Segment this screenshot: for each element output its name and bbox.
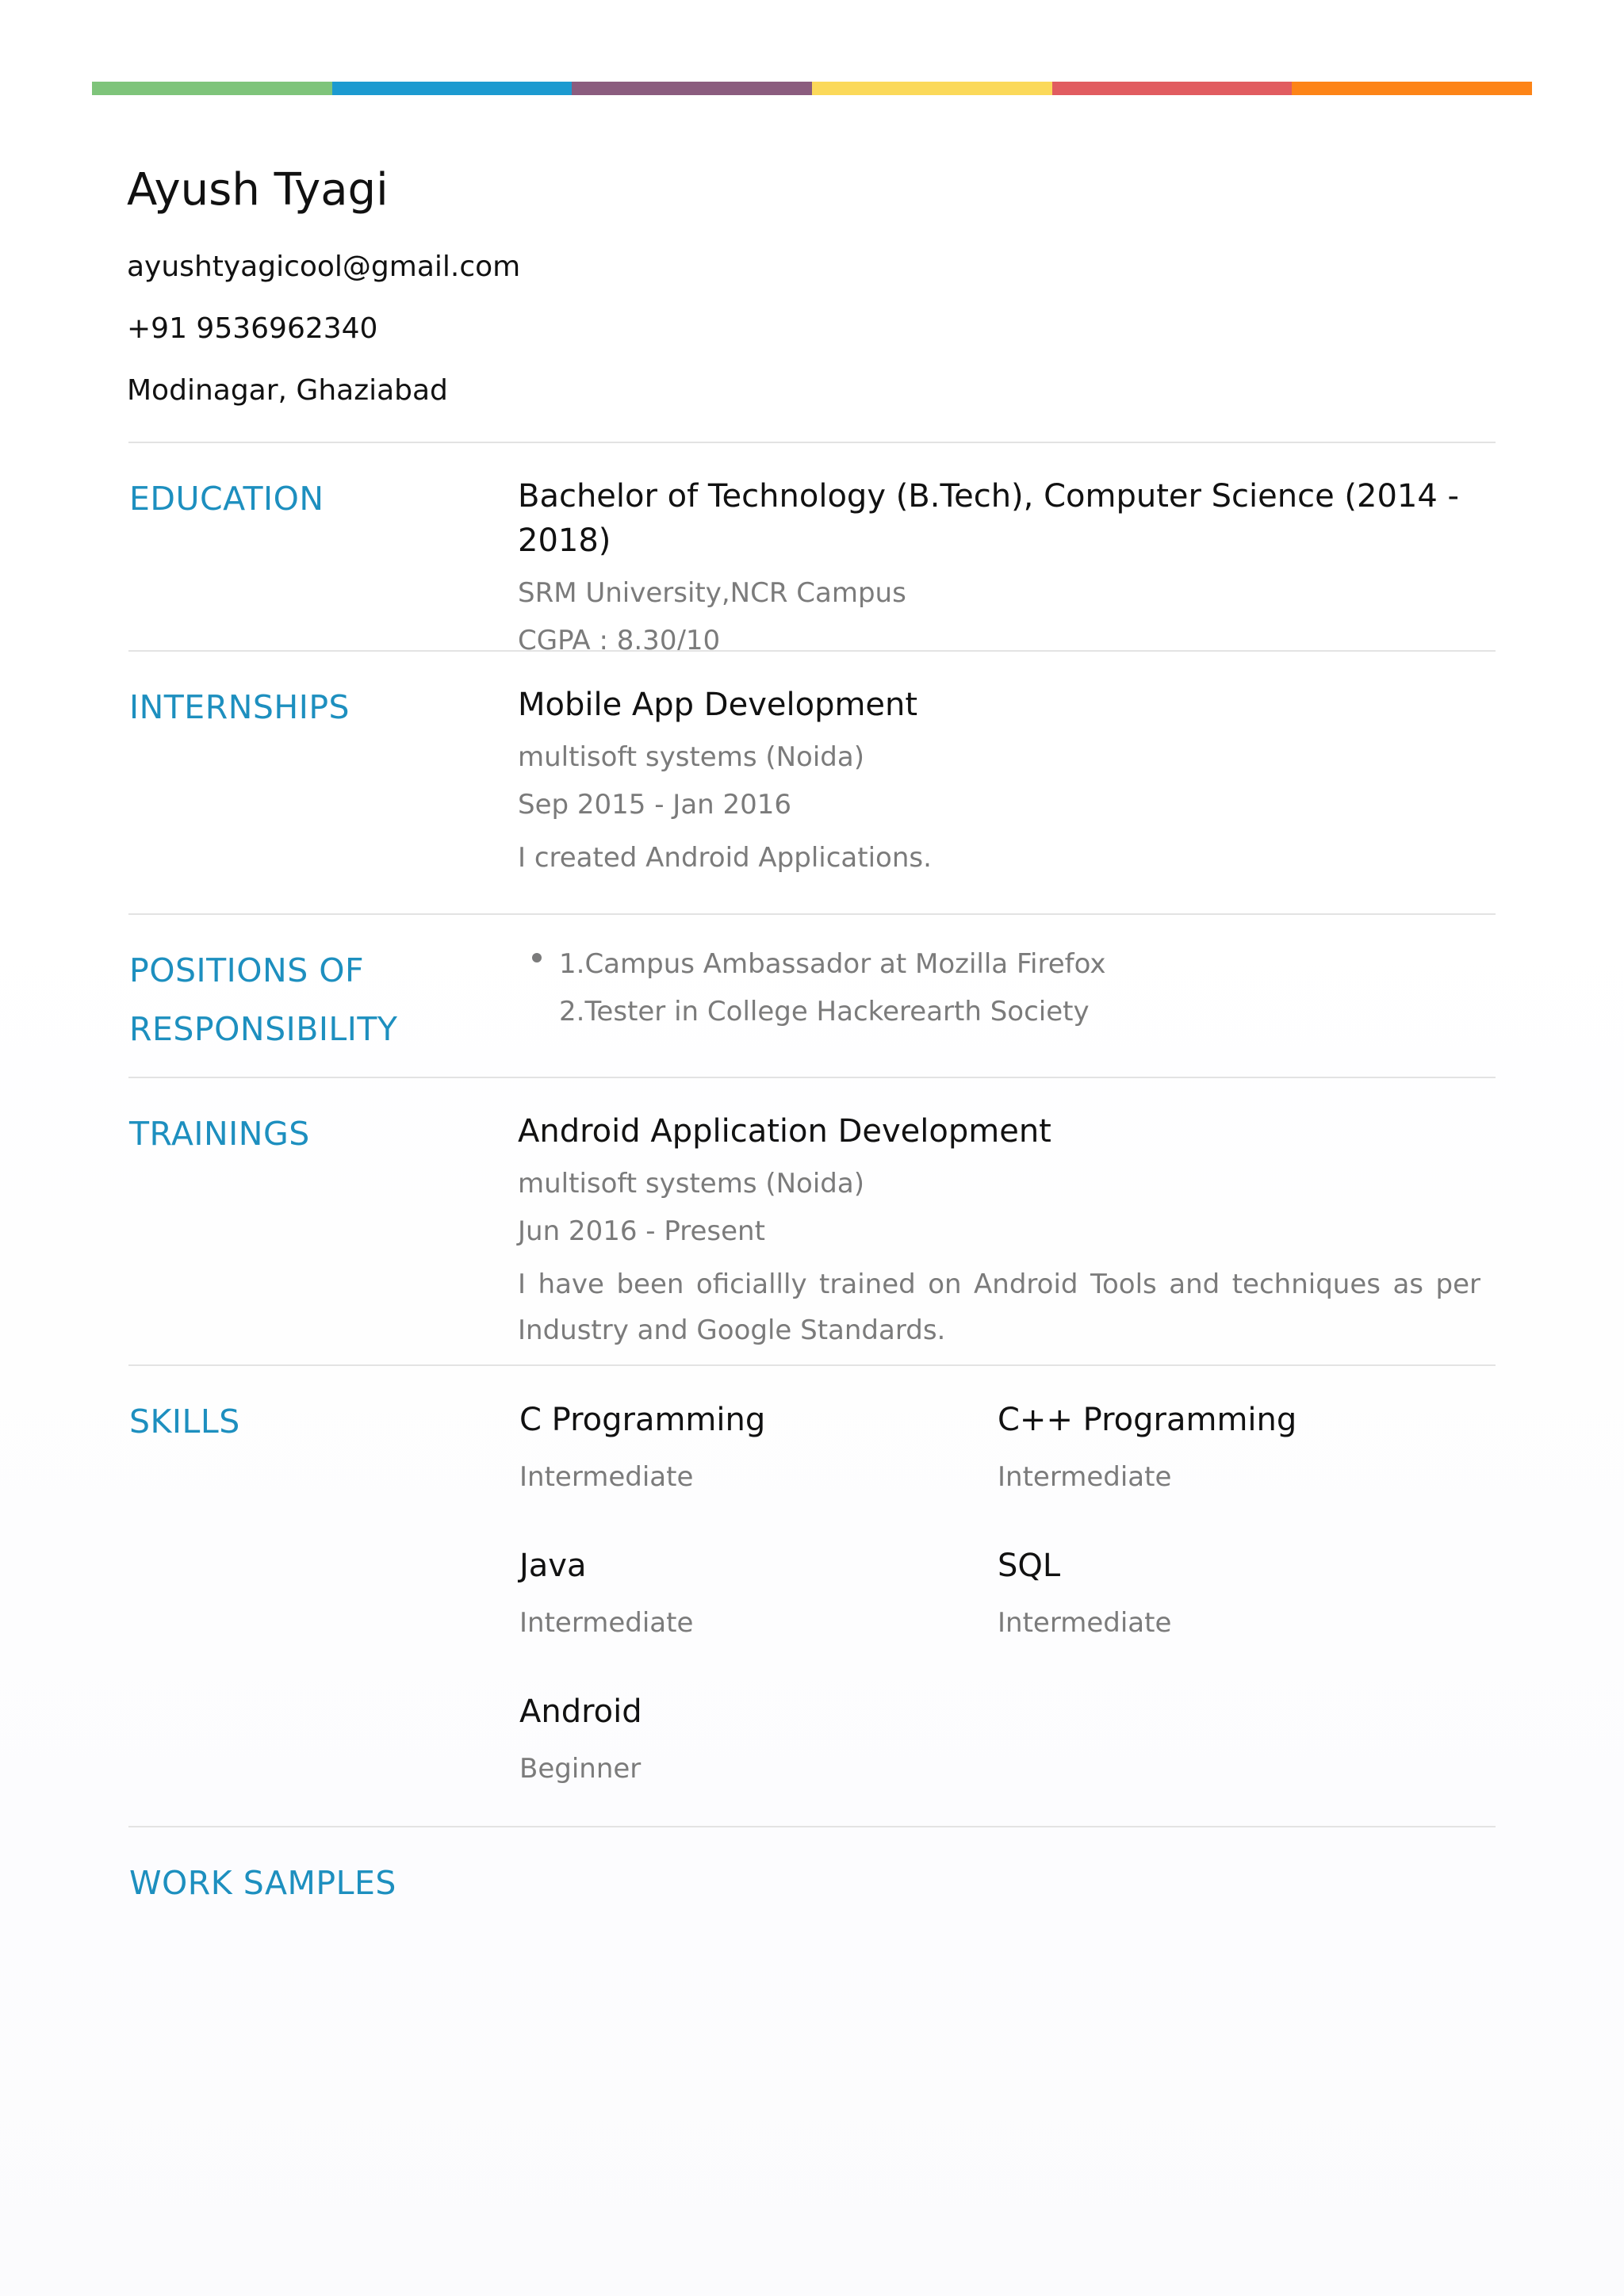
section-divider <box>128 1364 1496 1366</box>
color-bar-segment-orange <box>1292 82 1532 95</box>
internship-period: Sep 2015 - Jan 2016 <box>518 789 792 821</box>
skill-level: Intermediate <box>998 1461 1172 1493</box>
internship-description: I created Android Applications. <box>518 842 932 874</box>
education-institution: SRM University,NCR Campus <box>518 577 906 609</box>
skill-java <box>519 1544 963 1645</box>
training-provider: multisoft systems (Noida) <box>518 1168 864 1200</box>
skill-name: C++ Programming <box>998 1402 1297 1438</box>
skill-level: Intermediate <box>998 1607 1172 1639</box>
education-content <box>518 474 1480 664</box>
section-divider <box>128 1077 1496 1078</box>
skill-level: Intermediate <box>519 1607 694 1639</box>
section-divider <box>128 442 1496 443</box>
top-color-bar <box>92 82 1532 95</box>
education-grade: CGPA : 8.30/10 <box>518 625 721 656</box>
position-line-1: 1.Campus Ambassador at Mozilla Firefox <box>559 948 1106 980</box>
positions-section-title <box>129 941 462 1058</box>
training-description: I have been oficiallly trained on Android Tools and techniques as per Industry and Google Standards. <box>518 1269 1480 1346</box>
education-degree: Bachelor of Technology (B.Tech), Computer Science (2014 - 2018) <box>518 478 1459 559</box>
skill-sql <box>998 1544 1442 1645</box>
contact-phone[interactable]: +91 9536962340 <box>127 312 378 345</box>
skill-android <box>519 1689 963 1791</box>
resume-header <box>127 155 520 422</box>
color-bar-segment-blue <box>332 82 573 95</box>
internships-section-title: INTERNSHIPS <box>129 688 350 726</box>
color-bar-segment-purple <box>572 82 812 95</box>
section-divider <box>128 913 1496 915</box>
list-item <box>518 940 1480 1035</box>
education-section-title: EDUCATION <box>129 480 324 518</box>
position-line-2: 2.Tester in College Hackerearth Society <box>559 996 1090 1027</box>
positions-content <box>518 940 1480 1035</box>
skill-name: Java <box>519 1548 587 1584</box>
bullet-icon <box>532 953 542 962</box>
trainings-content <box>518 1109 1480 1353</box>
training-period: Jun 2016 - Present <box>518 1215 765 1247</box>
internship-role: Mobile App Development <box>518 687 918 723</box>
skill-c-programming <box>519 1398 963 1499</box>
positions-title-line-1: POSITIONS OF <box>129 951 365 989</box>
color-bar-segment-yellow <box>812 82 1052 95</box>
skill-level: Beginner <box>519 1753 642 1785</box>
training-course: Android Application Development <box>518 1113 1051 1150</box>
contact-location: Modinagar, Ghaziabad <box>127 374 448 407</box>
skill-name: C Programming <box>519 1402 766 1438</box>
candidate-name: Ayush Tyagi <box>127 164 389 216</box>
skill-name: SQL <box>998 1548 1061 1584</box>
color-bar-segment-red <box>1052 82 1293 95</box>
trainings-section-title: TRAININGS <box>129 1115 310 1153</box>
section-divider <box>128 1826 1496 1827</box>
positions-title-line-2: RESPONSIBILITY <box>129 1010 398 1048</box>
skill-name: Android <box>519 1693 642 1730</box>
contact-email[interactable]: ayushtyagicool@gmail.com <box>127 251 521 283</box>
color-bar-segment-green <box>92 82 332 95</box>
internships-content <box>518 683 1480 881</box>
skills-section-title: SKILLS <box>129 1402 240 1441</box>
skill-level: Intermediate <box>519 1461 694 1493</box>
work-samples-section-title: WORK SAMPLES <box>129 1864 396 1902</box>
internship-company: multisoft systems (Noida) <box>518 741 864 773</box>
section-divider <box>128 650 1496 652</box>
skill-cpp-programming <box>998 1398 1442 1499</box>
